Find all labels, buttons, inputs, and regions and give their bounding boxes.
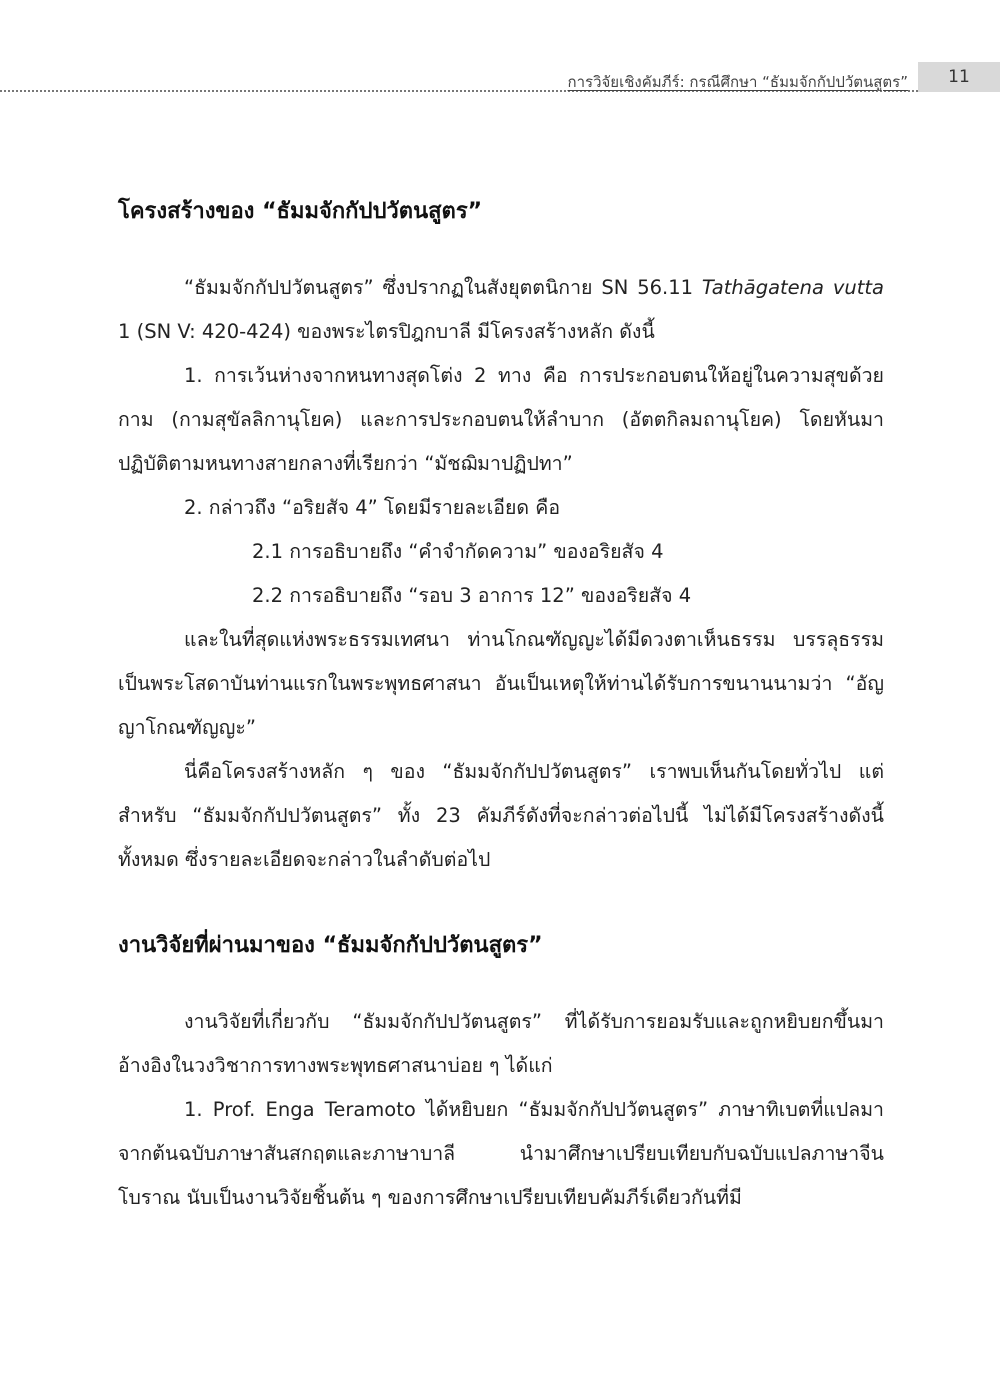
pali-title-italic: Tathāgatena vutta: [701, 276, 884, 299]
structure-item-2-1: 2.1 การอธิบายถึง “คำจำกัดความ” ของอริยสัจ 4: [252, 540, 664, 563]
structure-item-2: 2. กล่าวถึง “อริยสัจ 4” โดยมีรายละเอียด คือ: [184, 496, 561, 519]
research-item-1: 1. Prof. Enga Teramoto ได้หยิบยก “ธัมมจักกัปปวัตนสูตร” ภาษาทิเบตที่แปลมาจากต้นฉบับภาษาสันสกฤตและภาษาบาลี นำมาศึกษาเปรียบเทียบกับฉบับแปลภาษาจีนโบราณ นับเป็นงานวิจัยชิ้นต้น ๆ ของการศึกษาเปรียบเทียบคัมภีร์เดียวกันที่มี: [118, 1098, 884, 1209]
intro-paragraph: “ธัมมจักกัปปวัตนสูตร” ซึ่งปรากฏในสังยุตตนิกาย SN 56.11 Tathāgatena vutta 1 (SN V: 420-424) ของพระไตรปิฎกบาลี มีโครงสร้างหลัก ดังนี้: [118, 276, 884, 343]
section-heading-structure: โครงสร้างของ “ธัมมจักกัปปวัตนสูตร”: [118, 199, 483, 224]
page-body: [118, 190, 884, 1220]
summary-paragraph: นี่คือโครงสร้างหลัก ๆ ของ “ธัมมจักกัปปวัตนสูตร” เราพบเห็นกันโดยทั่วไป แต่สำหรับ “ธัมมจักกัปปวัตนสูตร” ทั้ง 23 คัมภีร์ดังที่จะกล่าวต่อไปนี้ ไม่ได้มีโครงสร้างดังนี้ทั้งหมด ซึ่งรายละเอียดจะกล่าวในลำดับต่อไป: [118, 760, 884, 871]
ending-paragraph: และในที่สุดแห่งพระธรรมเทศนา ท่านโกณฑัญญะได้มีดวงตาเห็นธรรม บรรลุธรรมเป็นพระโสดาบันท่านแรกในพระพุทธศาสนา อันเป็นเหตุให้ท่านได้รับการขนานนามว่า “อัญญาโกณฑัญญะ”: [118, 628, 884, 739]
page-number: 11: [918, 62, 1000, 92]
running-title: การวิจัยเชิงคัมภีร์: กรณีศึกษา “ธัมมจักกัปปวัตนสูตร”: [567, 73, 908, 91]
running-header: [0, 62, 1000, 94]
section-heading-research: งานวิจัยที่ผ่านมาของ “ธัมมจักกัปปวัตนสูตร”: [118, 933, 543, 958]
research-intro-paragraph: งานวิจัยที่เกี่ยวกับ “ธัมมจักกัปปวัตนสูตร” ที่ได้รับการยอมรับและถูกหยิบยกขึ้นมาอ้างอิงในวงวิชาการทางพระพุทธศาสนาบ่อย ๆ ได้แก่: [118, 1010, 884, 1077]
structure-item-2-2: 2.2 การอธิบายถึง “รอบ 3 อาการ 12” ของอริยสัจ 4: [252, 584, 692, 607]
structure-item-1: 1. การเว้นห่างจากหนทางสุดโต่ง 2 ทาง คือ การประกอบตนให้อยู่ในความสุขด้วยกาม (กามสุขัลลิกานุโยค) และการประกอบตนให้ลำบาก (อัตตกิลมถานุโยค) โดยหันมาปฏิบัติตามหนทางสายกลางที่เรียกว่า “มัชฌิมาปฏิปทา”: [118, 364, 884, 475]
